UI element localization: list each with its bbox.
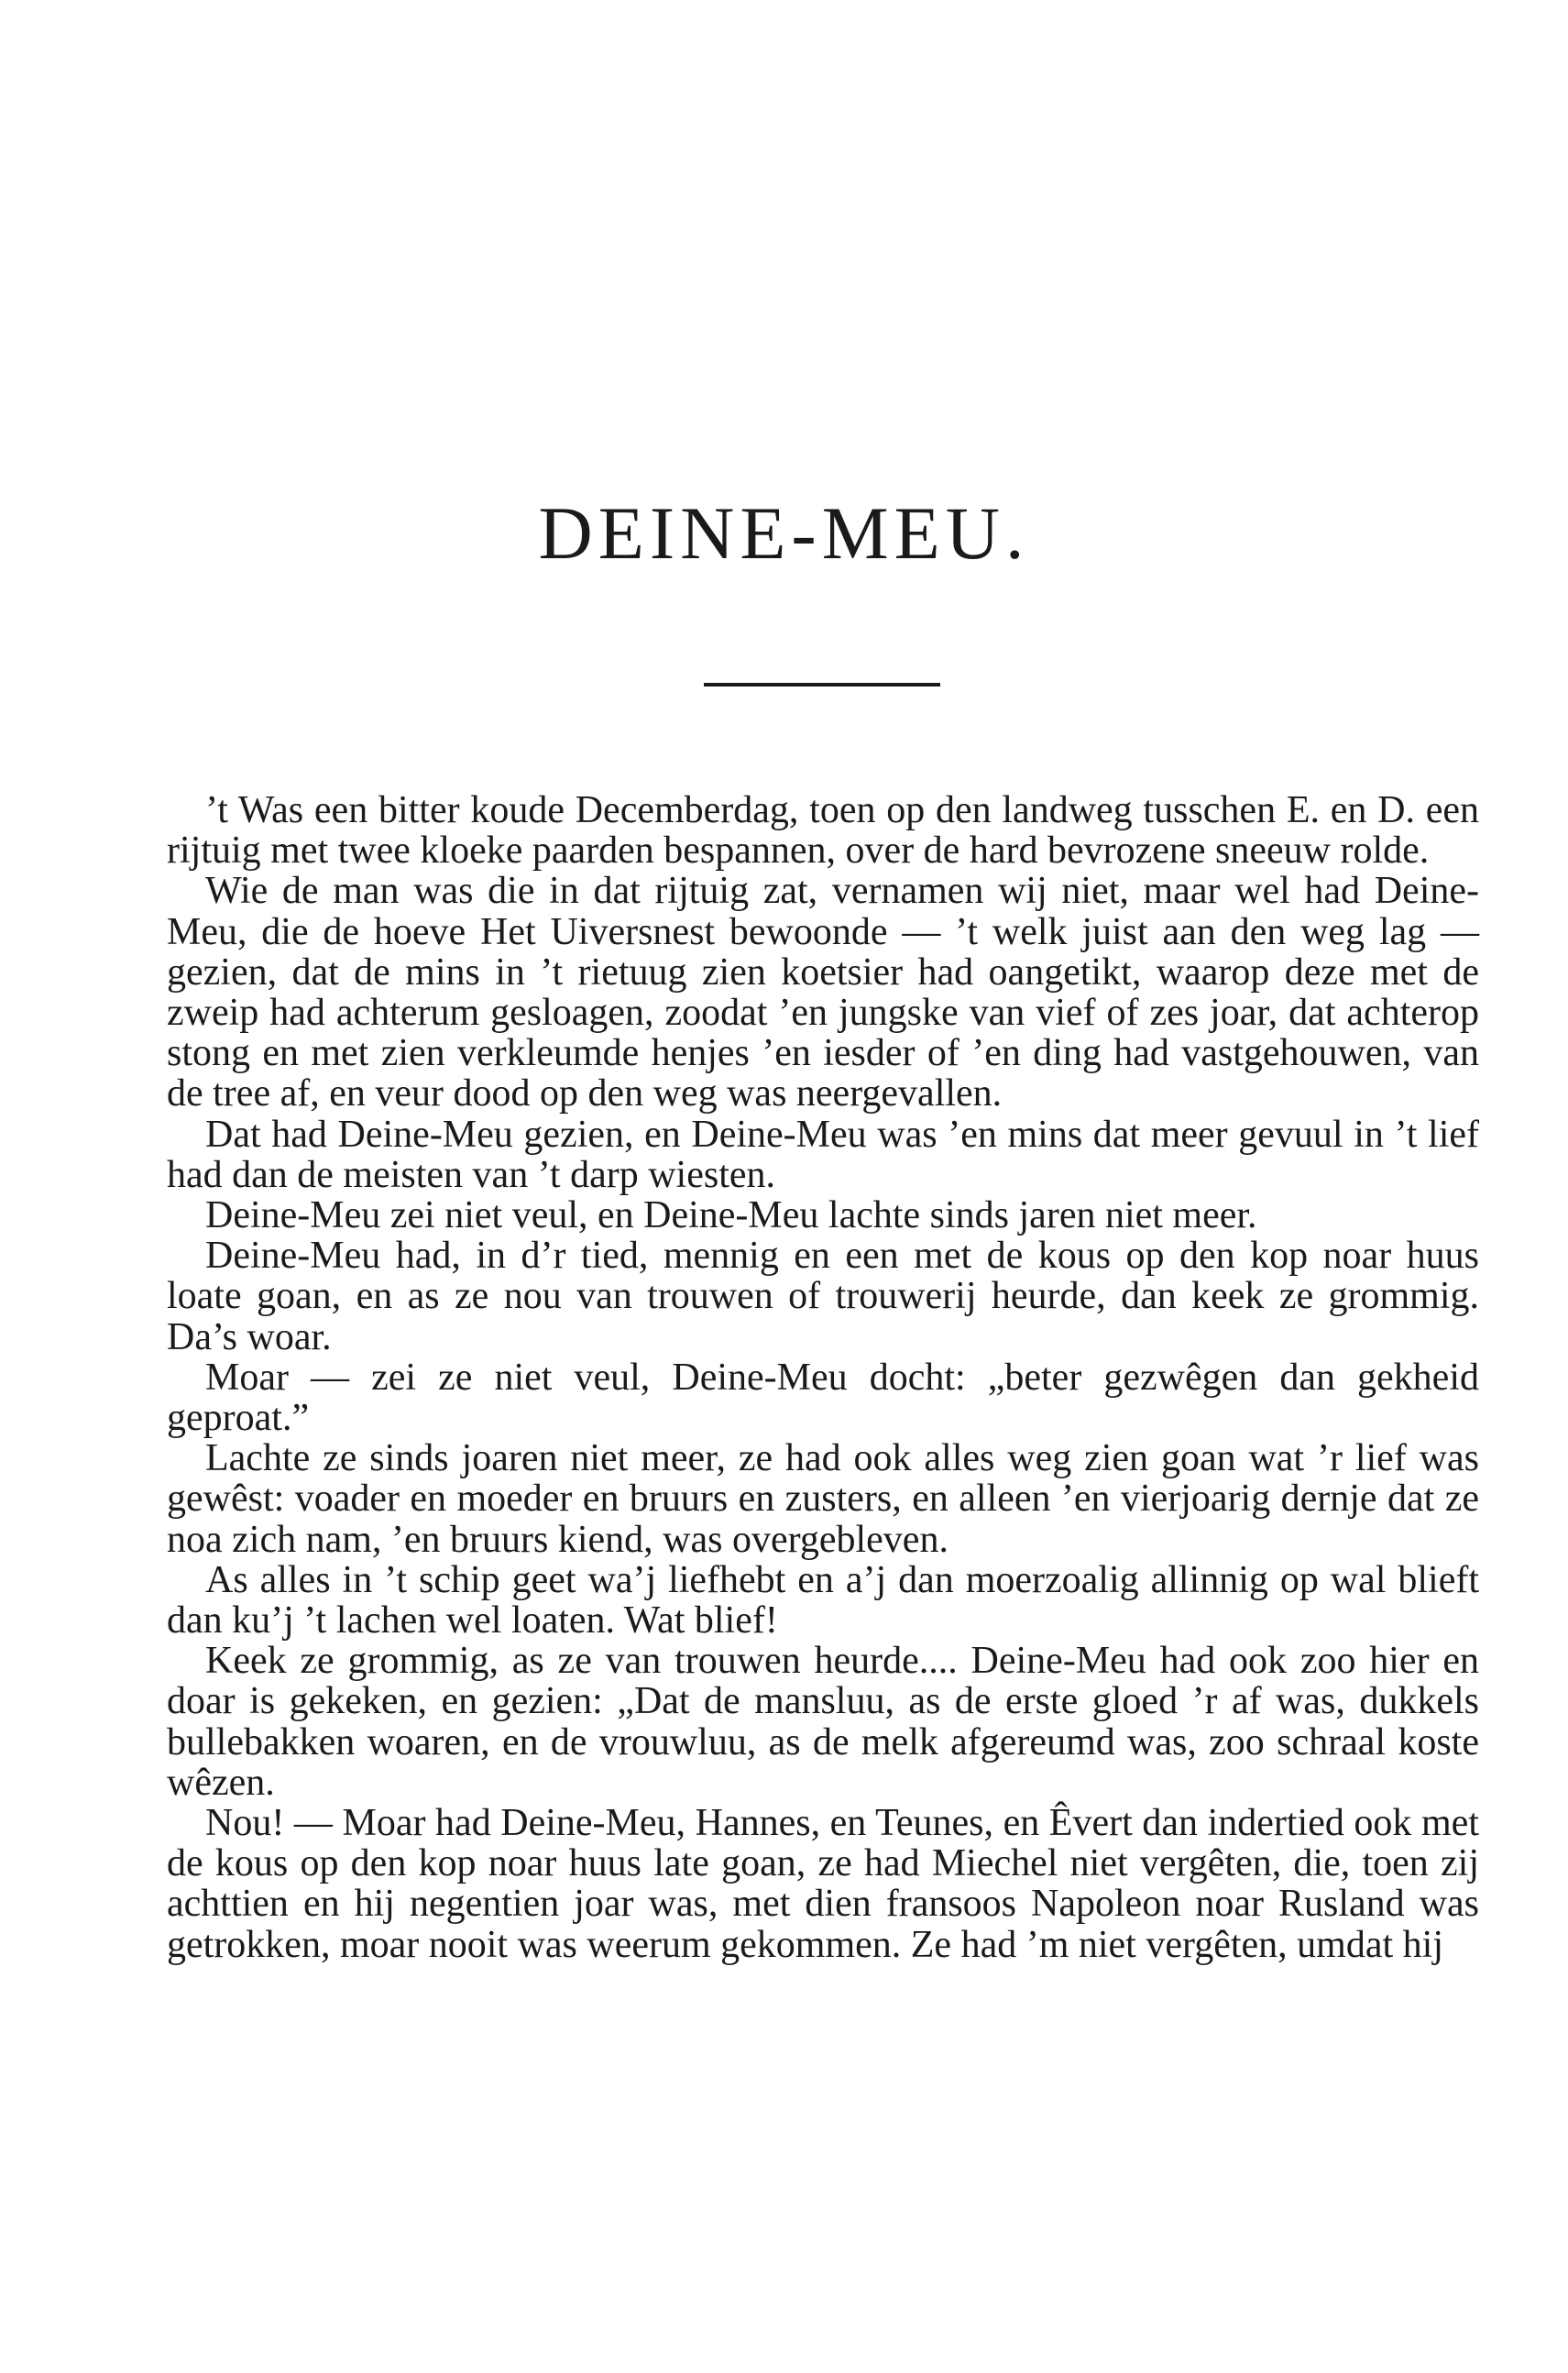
body-text — [167, 790, 1479, 1965]
paragraph: Deine-Meu zei niet veul, en Deine-Meu lachte sinds jaren niet meer. — [205, 1194, 1257, 1237]
paragraph: Dat had Deine-Meu gezien, en Deine-Meu was ’en mins dat meer gevuul in ’t lief had dan de meisten van ’t darp wiesten. — [167, 1113, 1479, 1196]
paragraph: Keek ze grommig, as ze van trouwen heurde.... Deine-Meu had ook zoo hier en doar is gekeken, en gezien: „Dat de mansluu, as de erste gloed ’r af was, dukkels bullebakken woaren, en de vrouwluu, as de melk afgereumd was, zoo schraal koste wêzen. — [167, 1640, 1479, 1804]
title-divider — [704, 683, 940, 687]
paragraph: Deine-Meu had, in d’r tied, mennig en een met de kous op den kop noar huus loate goan, en as ze nou van trouwen of trouwerij heurde, dan keek ze grommig. Da’s woar. — [167, 1235, 1479, 1358]
paragraph: Nou! — Moar had Deine-Meu, Hannes, en Teunes, en Êvert dan indertied ook met de kous op den kop noar huus late goan, ze had Miechel niet vergêten, die, toen zij achttien en hij negentien joar was, met dien fransoos Napoleon noar Rusland was getrokken, moar nooit was weerum gekommen. Ze had ’m niet vergêten, umdat hij — [167, 1802, 1479, 1966]
paragraph: Wie de man was die in dat rijtuig zat, vernamen wij niet, maar wel had Deine-Meu, die de hoeve Het Uiversnest bewoonde — ’t welk juist aan den weg lag — gezien, dat de mins in ’t rietuug zien koetsier had oangetikt, waarop deze met de zweip had achterum gesloagen, zoodat ’en jungske van vief of zes joar, dat achterop stong en met zien verkleumde henjes ’en iesder of ’en ding had vastgehouwen, van de tree af, en veur dood op den weg was neergevallen. — [167, 870, 1479, 1115]
paragraph: ’t Was een bitter koude Decemberdag, toen op den landweg tusschen E. en D. een rijtuig met twee kloeke paarden bespannen, over de hard bevrozene sneeuw rolde. — [167, 789, 1479, 873]
paragraph: Lachte ze sinds joaren niet meer, ze had ook alles weg zien goan wat ’r lief was gewêst: voader en moeder en bruurs en zusters, en alleen ’en vierjoarig dernje dat ze noa zich nam, ’en bruurs kiend, was overgebleven. — [167, 1437, 1479, 1561]
paragraph: As alles in ’t schip geet wa’j liefhebt en a’j dan moerzoalig allinnig op wal blieft dan ku’j ’t lachen wel loaten. Wat blief! — [167, 1558, 1479, 1642]
paragraph: Moar — zei ze niet veul, Deine-Meu docht: „beter gezwêgen dan gekheid geproat.” — [167, 1356, 1479, 1440]
chapter-title: DEINE-MEU. — [538, 491, 1030, 575]
